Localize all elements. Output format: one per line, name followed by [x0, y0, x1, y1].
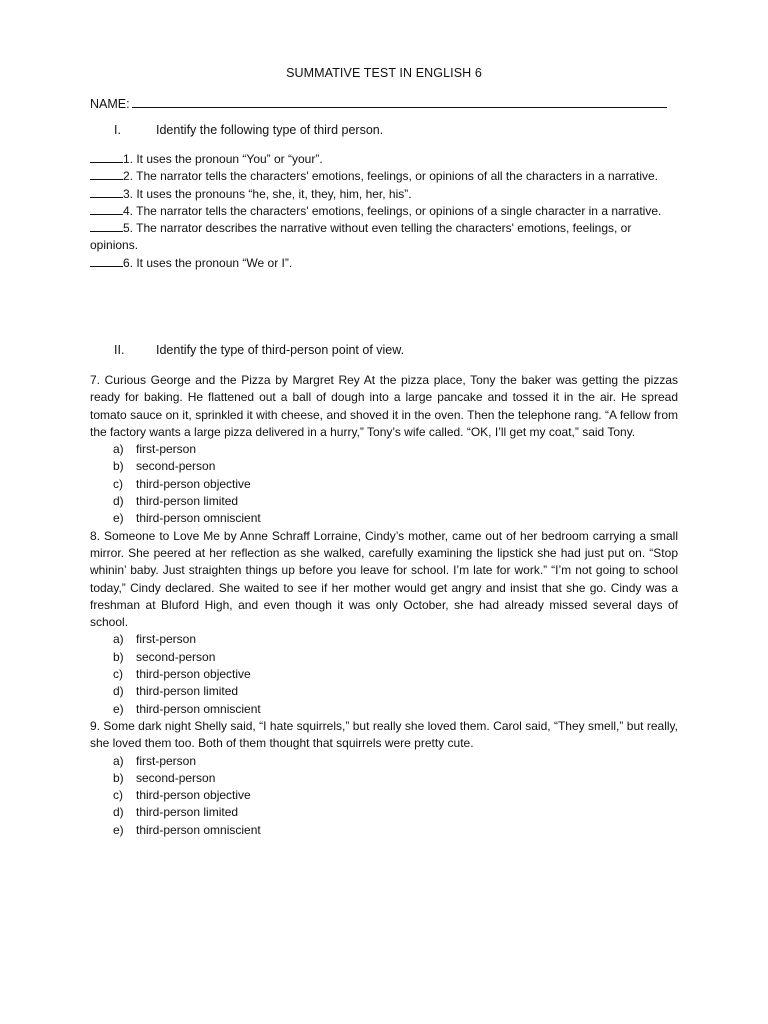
answer-option[interactable]: c) third-person objective	[113, 476, 251, 491]
answer-blank[interactable]	[90, 186, 123, 198]
section-1-numeral: I.	[114, 123, 121, 137]
page-title: SUMMATIVE TEST IN ENGLISH 6	[286, 66, 482, 80]
question-7	[90, 372, 678, 528]
answer-option[interactable]: c) third-person objective	[113, 788, 251, 803]
section-2-heading-text: Identify the type of third-person point of view.	[156, 343, 405, 357]
answer-option[interactable]: a) first-person	[113, 442, 197, 457]
answer-blank[interactable]	[90, 255, 123, 267]
answer-blank[interactable]	[90, 168, 123, 180]
section-2-numeral: II.	[114, 343, 125, 357]
answer-options	[90, 631, 678, 717]
name-blank-line[interactable]	[132, 95, 667, 108]
answer-options	[90, 753, 678, 839]
answer-option[interactable]: d) third-person limited	[113, 684, 239, 699]
list-item: 5. The narrator describes the narrative without even telling the characters' emotions, feelings, or opinions.	[90, 221, 632, 253]
answer-blank[interactable]	[90, 151, 123, 163]
section-1-heading	[90, 123, 678, 137]
answer-option[interactable]: b) second-person	[113, 459, 216, 474]
answer-blank[interactable]	[90, 220, 123, 232]
question-9	[90, 718, 678, 839]
answer-option[interactable]: a) first-person	[113, 753, 197, 768]
list-item: 3. It uses the pronouns “he, she, it, they, him, her, his”.	[90, 186, 678, 203]
question-text: 8. Someone to Love Me by Anne Schraff Lorraine, Cindy’s mother, came out of her bedroom carrying a small mirror. She peered at her reflection as she walked, carefully examining the lipstick she had just put on. “Stop whinin’ baby. Just straighten things up before you leave for school. I’m late for work.” “I’m not going to school today,” Cindy declared. She waited to see if her mother would get angry and insist that she go. Cindy was a freshman at Bluford High, and even though it was only October, she had already missed several days of school.	[90, 528, 678, 630]
name-field[interactable]	[90, 95, 667, 111]
section-1-heading-text: Identify the following type of third person.	[156, 123, 384, 137]
list-item: 4. The narrator tells the characters' emotions, feelings, or opinions of a single character in a narrative.	[90, 203, 678, 220]
section-2	[90, 343, 678, 839]
question-8	[90, 528, 678, 718]
question-text: 9. Some dark night Shelly said, “I hate squirrels,” but really she loved them. Carol said, “They smell,” but really, she loved them too. Both of them thought that squirrels were pretty cute.	[90, 718, 678, 751]
answer-option[interactable]: b) second-person	[113, 649, 216, 664]
section-1-items	[90, 151, 678, 272]
answer-option[interactable]: c) third-person objective	[113, 667, 251, 682]
answer-blank[interactable]	[90, 203, 123, 215]
answer-option[interactable]: e) third-person omniscient	[113, 822, 261, 837]
answer-option[interactable]: b) second-person	[113, 770, 216, 785]
list-item: 1. It uses the pronoun “You” or “your”.	[90, 151, 678, 168]
answer-option[interactable]: e) third-person omniscient	[113, 511, 261, 526]
section-2-heading	[90, 343, 678, 357]
name-label: NAME:	[90, 97, 130, 111]
answer-option[interactable]: a) first-person	[113, 632, 197, 647]
list-item: 2. The narrator tells the characters' emotions, feelings, or opinions of all the characters in a narrative.	[90, 168, 678, 185]
section-1	[90, 123, 678, 272]
answer-option[interactable]: d) third-person limited	[113, 805, 239, 820]
list-item: 6. It uses the pronoun “We or I”.	[90, 255, 678, 272]
answer-option[interactable]: e) third-person omniscient	[113, 701, 261, 716]
answer-option[interactable]: d) third-person limited	[113, 494, 239, 509]
question-text: 7. Curious George and the Pizza by Margret Rey At the pizza place, Tony the baker was getting the pizzas ready for baking. He flattened out a ball of dough into a large pancake and tossed it in the air. He spread tomato sauce on it, sprinkled it with cheese, and shoved it in the oven. Then the telephone rang. “A fellow from the factory wants a large pizza delivered in a hurry,” Tony’s wife called. “OK, I’ll get my coat,” said Tony.	[90, 373, 678, 439]
answer-options	[90, 441, 678, 527]
